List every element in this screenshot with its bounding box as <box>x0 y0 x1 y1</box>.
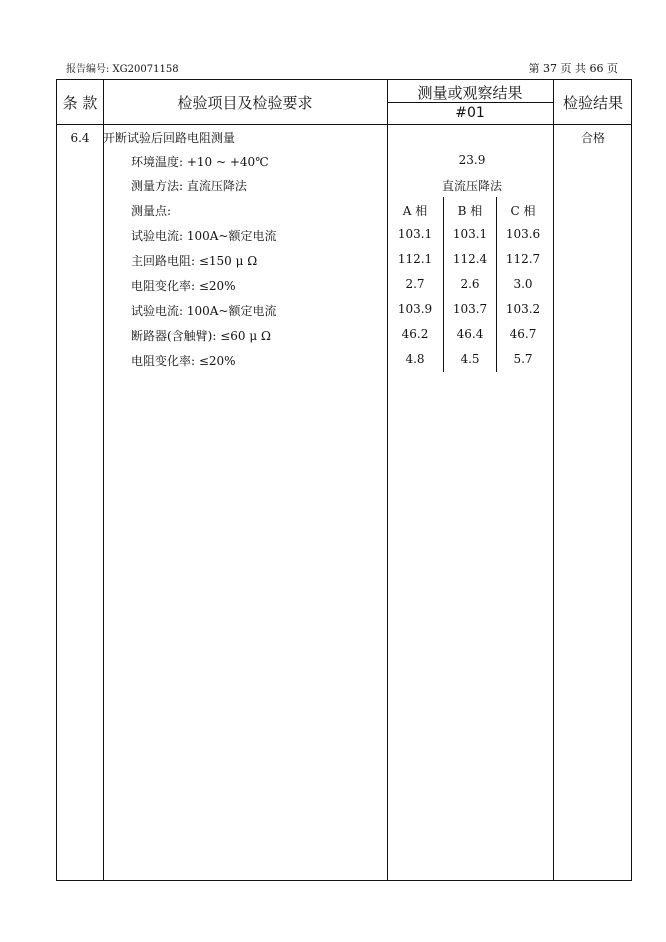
page-info: 第 37 页 共 66 页 <box>528 62 618 75</box>
row-label: 电阻变化率: ≤20% <box>131 279 236 293</box>
points-label: 测量点: <box>131 204 172 218</box>
col-divider-item <box>387 80 388 880</box>
col-divider-measure <box>553 80 554 880</box>
result-value: 合格 <box>580 131 605 145</box>
row-value-a: 2.7 <box>405 277 425 291</box>
ambient-label: 环境温度: +10 ~ +40℃ <box>131 155 269 169</box>
row-value-a: 46.2 <box>401 327 429 341</box>
row-value-b: 4.5 <box>460 352 480 366</box>
row-value-c: 5.7 <box>513 352 533 366</box>
row-value-c: 46.7 <box>509 327 537 341</box>
clause-header: 条 款 <box>62 94 98 112</box>
phase-a-header: A 相 <box>402 204 428 218</box>
inspection-table <box>56 79 632 881</box>
sample-header: #01 <box>455 105 485 121</box>
row-label: 电阻变化率: ≤20% <box>131 354 236 368</box>
method-label: 测量方法: 直流压降法 <box>131 179 247 193</box>
row-value-b: 112.4 <box>452 252 488 266</box>
measure-header: 测量或观察结果 <box>417 84 523 102</box>
result-header: 检验结果 <box>562 94 623 112</box>
row-value-b: 46.4 <box>456 327 484 341</box>
row-value-a: 112.1 <box>397 252 433 266</box>
method-value: 直流压降法 <box>441 179 502 193</box>
clause-number: 6.4 <box>70 131 90 145</box>
row-value-b: 103.7 <box>452 302 488 316</box>
row-value-c: 112.7 <box>505 252 541 266</box>
row-label: 断路器(含触臂): ≤60 μ Ω <box>131 329 271 343</box>
row-value-b: 103.1 <box>452 227 488 241</box>
item-header: 检验项目及检验要求 <box>177 94 313 112</box>
row-label: 试验电流: 100A~额定电流 <box>131 229 277 243</box>
col-divider-clause <box>103 80 104 880</box>
row-value-c: 103.2 <box>505 302 541 316</box>
header-divider <box>57 124 631 125</box>
section-title: 开断试验后回路电阻测量 <box>103 131 236 145</box>
row-value-a: 4.8 <box>405 352 425 366</box>
row-label: 主回路电阻: ≤150 μ Ω <box>131 254 258 268</box>
row-value-b: 2.6 <box>460 277 480 291</box>
row-label: 试验电流: 100A~额定电流 <box>131 304 277 318</box>
ambient-value: 23.9 <box>458 153 486 167</box>
row-value-a: 103.9 <box>397 302 433 316</box>
phase-c-header: C 相 <box>510 204 536 218</box>
row-value-a: 103.1 <box>397 227 433 241</box>
phase-b-header: B 相 <box>457 204 483 218</box>
row-value-c: 103.6 <box>505 227 541 241</box>
row-value-c: 3.0 <box>513 277 533 291</box>
report-number: 报告编号: XG20071158 <box>66 64 179 75</box>
